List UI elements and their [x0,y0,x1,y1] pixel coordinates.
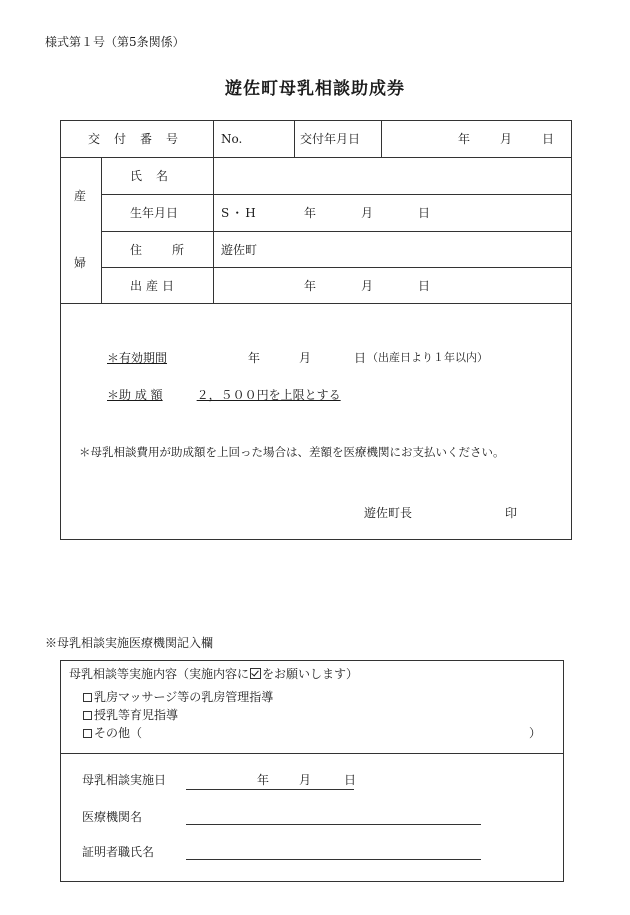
delivery-day: 日 [418,279,431,293]
checkbox-icon[interactable] [83,711,92,720]
issue-date-label: 交付年月日 [300,132,361,146]
section-label-bottom: 婦 [74,256,87,270]
subsidy-amount-value: ２，５００円を上限とする [196,388,341,402]
consult-date-day: 日 [344,773,357,787]
issue-number-label: 交付番号 [88,132,193,146]
option-breast-care[interactable] [83,690,273,704]
name-label: 氏名 [130,169,183,183]
delivery-label: 出産日 [130,279,179,293]
page-title: 遊佐町母乳相談助成券 [225,79,405,99]
birth-year: 年 [304,206,317,220]
institution-field[interactable] [186,824,481,825]
mayor-title: 遊佐町長 [364,506,413,520]
issue-date-year: 年 [458,132,471,146]
consult-date-year: 年 [257,773,270,787]
option-other[interactable] [83,726,142,740]
address-value: 遊佐町 [221,243,258,257]
record-form [60,660,564,882]
birth-month: 月 [361,206,374,220]
certifier-field[interactable] [186,859,481,860]
row-divider [61,157,571,158]
valid-month: 月 [299,351,312,365]
column-divider [381,121,382,157]
subsidy-amount-label: ＊助 成 額 [107,388,163,402]
option-nursing-guidance[interactable] [83,708,178,722]
option-other-close: ） [529,726,542,740]
issue-number-prefix: No. [221,132,243,146]
coupon-form [60,120,572,540]
address-label: 住所 [130,243,215,257]
section-label-top: 産 [74,189,87,203]
consult-date-field[interactable] [186,789,354,790]
valid-period-label: ＊有効期間 [107,351,168,365]
row-divider [101,231,571,232]
valid-day: 日 [354,351,367,365]
form-number: 様式第１号（第5条関係） [45,35,185,49]
checkbox-icon[interactable] [83,729,92,738]
birth-day: 日 [418,206,431,220]
checked-box-icon [250,668,261,679]
column-divider [294,121,295,157]
birth-era: S・H [221,206,258,220]
content-title-text-end: をお願いします） [262,667,359,681]
delivery-year: 年 [304,279,317,293]
column-divider [101,157,102,303]
content-title [69,667,358,681]
seal-mark: 印 [505,506,518,520]
row-divider [61,303,571,304]
consult-date-label: 母乳相談実施日 [82,773,167,787]
option-label: 乳房マッサージ等の乳房管理指導 [94,690,274,704]
institution-label: 医療機関名 [82,810,143,824]
record-section-heading: ※母乳相談実施医療機関記入欄 [45,636,214,650]
checkbox-icon[interactable] [83,693,92,702]
column-divider [213,121,214,303]
birth-label: 生年月日 [130,206,179,220]
row-divider [101,267,571,268]
valid-period-line [107,349,375,366]
certifier-label: 証明者職氏名 [82,845,155,859]
issue-date-month: 月 [500,132,513,146]
issue-date-day: 日 [542,132,555,146]
subsidy-amount-line [107,386,341,403]
excess-note: ＊母乳相談費用が助成額を上回った場合は、差額を医療機関にお支払いください。 [79,445,505,459]
option-label: 授乳等育児指導 [94,708,179,722]
record-divider [61,753,563,754]
valid-year: 年 [248,351,261,365]
option-label: その他（ [94,726,143,740]
consult-date-month: 月 [299,773,312,787]
valid-period-note: （出産日より１年以内） [367,351,488,364]
row-divider [101,194,571,195]
delivery-month: 月 [361,279,374,293]
content-title-text: 母乳相談等実施内容（実施内容に [69,667,250,681]
